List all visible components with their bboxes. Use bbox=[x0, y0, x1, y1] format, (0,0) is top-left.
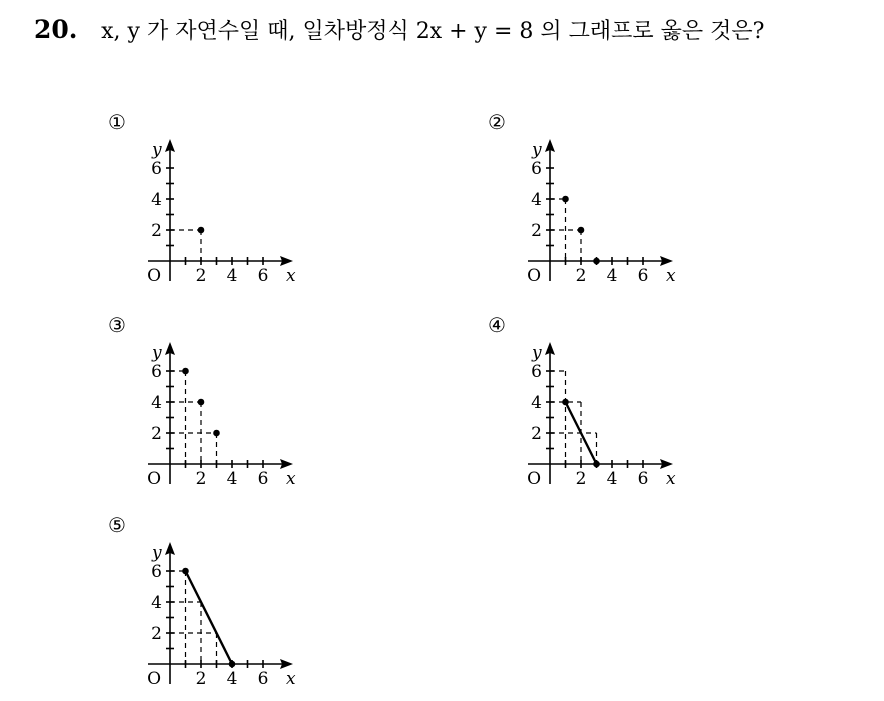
x-axis-label: x bbox=[286, 266, 296, 286]
x-axis-label: x bbox=[286, 669, 296, 689]
x-axis-label: x bbox=[286, 469, 296, 489]
question bbox=[34, 14, 764, 45]
segment-endpoint bbox=[593, 461, 600, 468]
x-axis-label: x bbox=[666, 266, 676, 286]
graph-point bbox=[578, 227, 585, 234]
x-tick-label: 4 bbox=[606, 469, 618, 489]
y-axis-label: y bbox=[152, 140, 162, 160]
y-tick-label: 6 bbox=[151, 562, 162, 582]
question-text: x, y 가 자연수일 때, 일차방정식 2x + y = 8 의 그래프로 옳은 것은? bbox=[101, 19, 765, 44]
segment-endpoint bbox=[229, 661, 236, 668]
graph-segment bbox=[186, 571, 233, 664]
y-tick-label: 4 bbox=[151, 190, 162, 210]
y-axis-label: y bbox=[152, 343, 162, 363]
x-tick-label: 2 bbox=[575, 266, 587, 286]
choice-graph bbox=[510, 336, 680, 501]
x-tick-label: 6 bbox=[257, 469, 269, 489]
choice-label: ② bbox=[488, 110, 506, 134]
graph-point bbox=[198, 399, 205, 406]
origin-label: O bbox=[527, 469, 541, 489]
choice-label: ④ bbox=[488, 313, 506, 337]
choice-label: ① bbox=[108, 110, 126, 134]
y-tick-label: 6 bbox=[531, 362, 542, 382]
choice-graph bbox=[130, 536, 300, 701]
y-tick-label: 2 bbox=[531, 221, 542, 241]
y-tick-label: 4 bbox=[531, 393, 542, 413]
x-tick-label: 4 bbox=[606, 266, 618, 286]
graph-point bbox=[213, 430, 220, 437]
x-tick-label: 6 bbox=[257, 669, 269, 689]
y-tick-label: 6 bbox=[531, 159, 542, 179]
y-tick-label: 2 bbox=[531, 424, 542, 444]
x-tick-label: 6 bbox=[637, 469, 649, 489]
y-tick-label: 4 bbox=[531, 190, 542, 210]
graph-point bbox=[182, 368, 189, 375]
graph-point bbox=[593, 258, 600, 265]
x-tick-label: 4 bbox=[226, 669, 238, 689]
y-tick-label: 2 bbox=[151, 624, 162, 644]
y-tick-label: 6 bbox=[151, 159, 162, 179]
x-tick-label: 2 bbox=[195, 266, 207, 286]
y-tick-label: 4 bbox=[151, 593, 162, 613]
origin-label: O bbox=[527, 266, 541, 286]
y-tick-label: 4 bbox=[151, 393, 162, 413]
y-axis-label: y bbox=[532, 343, 542, 363]
choice-label: ③ bbox=[108, 313, 126, 337]
origin-label: O bbox=[147, 469, 161, 489]
segment-endpoint bbox=[182, 568, 189, 575]
question-number: 20. bbox=[34, 15, 78, 44]
graph-point bbox=[198, 227, 205, 234]
choice-graph bbox=[130, 133, 300, 298]
x-axis-label: x bbox=[666, 469, 676, 489]
y-tick-label: 2 bbox=[151, 221, 162, 241]
segment-endpoint bbox=[562, 399, 569, 406]
x-tick-label: 2 bbox=[195, 469, 207, 489]
x-tick-label: 2 bbox=[195, 669, 207, 689]
choice-graph bbox=[510, 133, 680, 298]
origin-label: O bbox=[147, 266, 161, 286]
choice-graph bbox=[130, 336, 300, 501]
x-tick-label: 2 bbox=[575, 469, 587, 489]
origin-label: O bbox=[147, 669, 161, 689]
y-axis-label: y bbox=[532, 140, 542, 160]
graph-point bbox=[562, 196, 569, 203]
y-axis-label: y bbox=[152, 543, 162, 563]
x-tick-label: 4 bbox=[226, 469, 238, 489]
y-tick-label: 6 bbox=[151, 362, 162, 382]
x-tick-label: 6 bbox=[257, 266, 269, 286]
choice-label: ⑤ bbox=[108, 513, 126, 537]
y-tick-label: 2 bbox=[151, 424, 162, 444]
x-tick-label: 6 bbox=[637, 266, 649, 286]
x-tick-label: 4 bbox=[226, 266, 238, 286]
